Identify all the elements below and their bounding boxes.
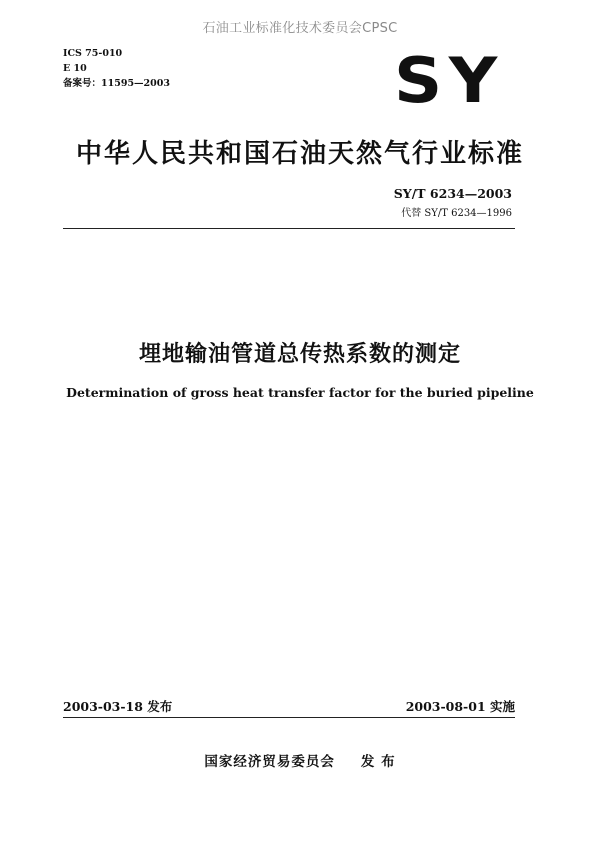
ics-code: ICS 75-010 xyxy=(63,48,123,59)
publisher-line xyxy=(0,750,600,770)
standard-code: SY/T 6234—2003 xyxy=(393,186,512,201)
publish-action: 发 布 xyxy=(360,754,396,770)
top-divider xyxy=(63,228,515,229)
classification-block xyxy=(63,46,170,91)
implementation-date: 2003-08-01 实施 xyxy=(405,699,515,714)
document-title-chinese: 埋地输油管道总传热系数的测定 xyxy=(138,342,461,367)
replaces-standard: 代替 SY/T 6234—1996 xyxy=(401,208,512,219)
standard-category-title: 中华人民共和国石油天然气行业标准 xyxy=(75,139,524,169)
bottom-divider xyxy=(63,717,515,718)
record-number: 备案号：11595—2003 xyxy=(63,78,170,89)
issue-date: 2003-03-18 发布 xyxy=(63,699,173,714)
class-code: E 10 xyxy=(63,63,87,74)
document-title-english: Determination of gross heat transfer factor for the buried pipeline xyxy=(66,385,534,400)
sy-logo: SY xyxy=(394,44,504,117)
publisher-name: 国家经济贸易委员会 xyxy=(204,754,335,770)
watermark: 石油工业标准化技术委员会CPSC xyxy=(202,21,398,36)
